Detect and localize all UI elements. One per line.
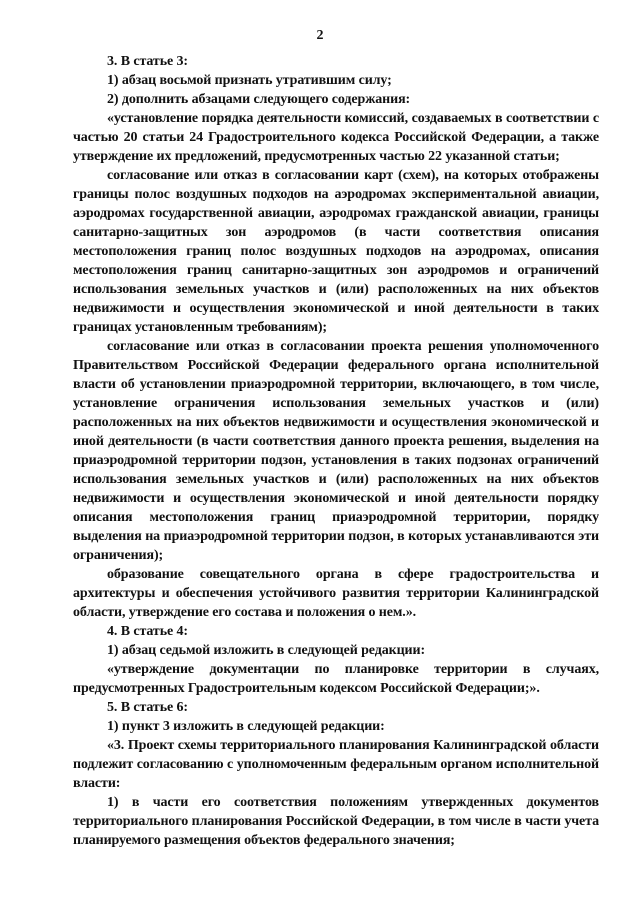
paragraph-item: «установление порядка деятельности комиссий, создаваемых в соответствии с частью 20 статьи 24 Градостроительного кодекса Российской Федерации, а также утверждение их предложений, предусмотренных частью 22 указанной статьи; xyxy=(73,111,599,164)
paragraph-item: 2) дополнить абзацами следующего содержания: xyxy=(107,92,411,107)
paragraph-item: согласование или отказ в согласовании карт (схем), на которых отображены границы полос воздушных подходов на аэродромах экспериментальной авиации, аэродромах государственной авиации, аэродромах гражданской авиации, границы санитарно-защитных зон аэродромов (в части соответствия описания местоположения границ полос воздушных подходов на аэродромах, описания местоположения границ санитарно-защитных зон аэродромов и ограничений использования земельных участков и (или) расположенных на них объектов недвижимости и осуществления экономической и иной деятельности в таких границах установленным требованиям); xyxy=(73,168,599,335)
paragraph-item: согласование или отказ в согласовании проекта решения уполномоченного Правительством Российской Федерации федерального органа исполнительной власти об установлении приаэродромной территории, включающего, в том числе, установление ограничения использования земельных участков и (или) расположенных на них объектов недвижимости и осуществления экономической и иной деятельности (в части соответствия данного проекта решения, выделения на приаэродромной территории подзон, установления в таких подзонах ограничений использования земельных участков и (или) расположенных на них объектов недвижимости и осуществления экономической и иной деятельности порядку описания местоположения границ приаэродромной территории, порядку выделения на приаэродромной территории подзон, в которых устанавливаются эти ограничения); xyxy=(73,339,599,563)
article-4-heading: 4. В статье 4: xyxy=(107,624,188,639)
paragraph-item: образование совещательного органа в сфере градостроительства и архитектуры и обеспечения устойчивого развития территории Калининградской области, утверждение его состава и положения о нем.». xyxy=(73,567,599,620)
paragraph-item: «3. Проект схемы территориального планирования Калининградской области подлежит согласованию с уполномоченным федеральным органом исполнительной власти: xyxy=(73,738,599,791)
paragraph-item: 1) в части его соответствия положениям утвержденных документов территориального планирования Российской Федерации, в том числе в части учета планируемого размещения объектов федерального значения; xyxy=(73,795,599,848)
article-3-heading: 3. В статье 3: xyxy=(107,54,188,69)
paragraph-item: 1) пункт 3 изложить в следующей редакции: xyxy=(107,719,385,734)
paragraph-item: 1) абзац восьмой признать утратившим силу; xyxy=(107,73,392,88)
paragraph-item: 1) абзац седьмой изложить в следующей редакции: xyxy=(107,643,426,658)
document-body xyxy=(73,52,599,850)
article-6-heading: 5. В статье 6: xyxy=(107,700,188,715)
page-number: 2 xyxy=(316,28,324,43)
paragraph-item: «утверждение документации по планировке территории в случаях, предусмотренных Градостроительным кодексом Российской Федерации;». xyxy=(73,662,599,696)
